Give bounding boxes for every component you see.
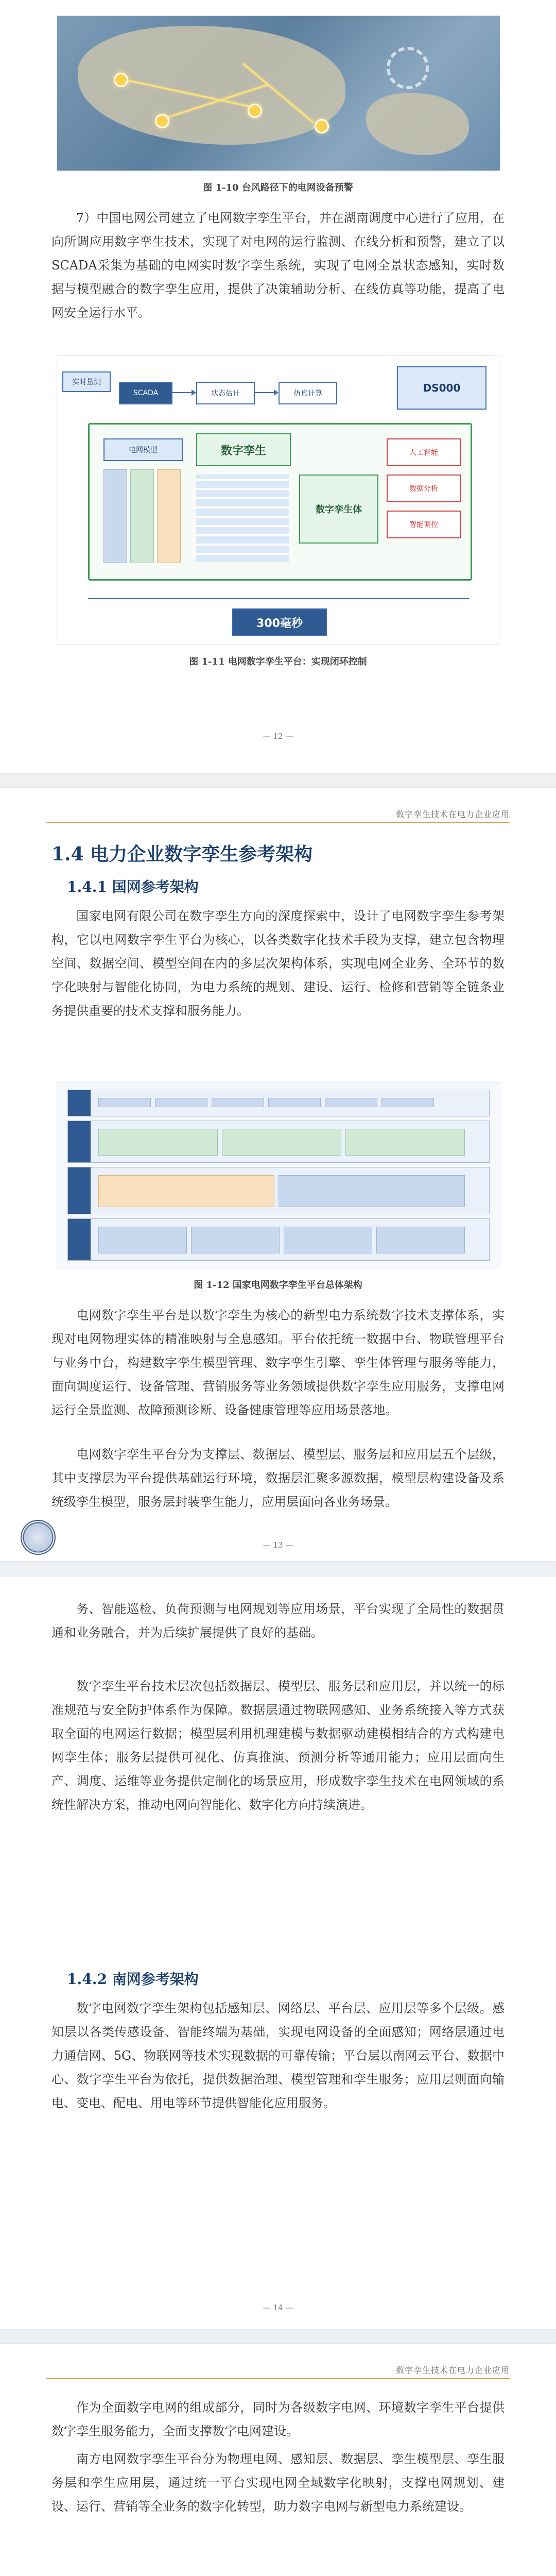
substation-node	[248, 104, 262, 118]
substation-node	[155, 114, 169, 128]
body-paragraph: 数字孪生平台技术层次包括数据层、模型层、服务层和应用层，并以统一的标准规范与安全防护体系作为保障。数据层通过物联网感知、业务系统接入等方式获取全面的电网运行数据；模型层利用机理建模与数据驱动建模相结合的方式构建电网孪生体；服务层提供可视化、仿真推演、预测分析等通用能力；应用层面向生产、调度、运维等业务提供定制化的场景应用，形成数字孪生技术在电网领域的系统性解决方案，推动电网向智能化、数字化方向持续演进。	[51, 1679, 505, 1812]
arch-cell	[98, 1175, 274, 1207]
header-rule	[46, 822, 510, 823]
architecture-diagram	[57, 1082, 500, 1268]
page-number: — 13 —	[263, 1540, 293, 1550]
body-paragraph: 数字电网数字孪生架构包括感知层、网络层、平台层、应用层等多个层级。感知层以各类传感设备、智能终端为基础，实现电网设备的全面感知；网络层通过电力通信网、5G、物联网等技术实现数据的可靠传输；平台层以南网云平台、数据中心、数字孪生平台为依托，提供数据治理、模型管理和孪生服务；应用层则面向输电、变电、配电、用电等环节提供智能化应用服务。	[51, 2001, 505, 2110]
header-rule	[46, 2378, 510, 2379]
section-heading: 1.4 电力企业数字孪生参考架构	[51, 843, 313, 865]
page-number: — 12 —	[263, 732, 293, 741]
substation-node	[315, 119, 329, 133]
arch-cell	[222, 1129, 341, 1156]
arch-cell	[212, 1098, 264, 1107]
document-page-4	[0, 2344, 556, 2576]
smart-control-box: 智能调控	[387, 511, 461, 538]
arch-cell	[325, 1098, 377, 1107]
arch-cell	[98, 1227, 187, 1253]
body-paragraph: 电网数字孪生平台分为支撑层、数据层、模型层、服务层和应用层五个层级，其中支撑层为平台提供基础运行环境，数据层汇聚多源数据，模型层构建设备及系统级孪生模型，服务层封装孪生能力，应用层面向各业务场景。	[51, 1447, 505, 1509]
body-paragraph: 南方电网数字孪生平台分为物理电网、感知层、数据层、孪生模型层、孪生服务层和孪生应用层，通过统一平台实现电网全域数字化映射，支撑电网规划、建设、运行、营销等全业务的数字化转型，助力数字电网与新型电力系统建设。	[51, 2452, 505, 2514]
dt-platform-diagram	[57, 355, 500, 645]
body-paragraph: 作为全面数字电网的组成部分，同时为各级数字电网、环境数字孪生平台提供数字孪生服务能力，全面支撑数字电网建设。	[51, 2400, 505, 2438]
model-bars	[103, 469, 181, 562]
model-block	[130, 469, 154, 563]
layer-label	[68, 1219, 91, 1260]
subsection-heading: 1.4.2 南网参考架构	[67, 1971, 199, 1988]
typhoon-map-figure	[57, 15, 500, 171]
layer-label	[68, 1167, 91, 1214]
digital-twin-body-box: 数字孪生体	[299, 474, 378, 544]
ai-box: 人工智能	[387, 438, 461, 466]
simulation-box: 仿真计算	[279, 382, 337, 404]
flow-arrow	[254, 392, 274, 393]
running-head: 数字孪生技术在电力企业应用	[395, 809, 510, 819]
document-page-3	[0, 1577, 556, 2329]
body-paragraph: 国家电网有限公司在数字孪生方向的深度探索中，设计了电网数字孪生参考架构，它以电网数字孪生平台为核心，以各类数字化技术手段为支撑，建立包含物理空间、数据空间、模型空间在内的多层次架构体系，实现电网全业务、全环节的数字化映射与智能化协同，为电力系统的规划、建设、运行、检修和营销等全链条业务提供重要的技术支撑和服务能力。	[51, 909, 505, 1018]
land-area	[366, 93, 469, 155]
grid-model-box: 电网模型	[103, 438, 183, 461]
arch-cell	[376, 1227, 465, 1253]
arch-cells	[98, 1095, 479, 1260]
document-page-2	[0, 788, 556, 1561]
flow-arrow	[171, 392, 192, 393]
layer-label	[68, 1090, 91, 1116]
figure-caption: 图 1-10 台风路径下的电网设备预警	[203, 182, 353, 193]
ds-system-box: DS000	[397, 366, 486, 410]
state-estimation-box: 状态估计	[196, 382, 255, 404]
arch-cell	[155, 1098, 207, 1107]
arch-cell	[191, 1227, 280, 1253]
body-paragraph: 电网数字孪生平台是以数字孪生为核心的新型电力系统数字技术支撑体系，实现对电网物理实体的精准映射与全息感知。平台依托统一数据中台、物联管理平台与业务中台，构建数字孪生模型管理、数字孪生引擎、孪生体管理与服务等能力，面向调度运行、设备管理、营销服务等业务领域提供数字孪生应用服务，支撑电网运行全景监测、故障预测诊断、设备健康管理等应用场景落地。	[51, 1308, 505, 1417]
arch-cell	[381, 1098, 434, 1107]
typhoon-icon	[387, 47, 429, 89]
twin-grid	[196, 474, 289, 562]
company-seal	[21, 1520, 56, 1555]
substation-node	[114, 73, 128, 87]
running-head: 数字孪生技术在电力企业应用	[395, 2365, 510, 2375]
figure-caption: 图 1-12 国家电网数字孪生平台总体架构	[194, 1280, 362, 1291]
body-paragraph: 7）中国电网公司建立了电网数字孪生平台，并在湖南调度中心进行了应用，在向所调应用数字孪生技术，实现了对电网的运行监测、在线分析和预警，建立了以SCADA采集为基础的电网实时数字孪生系统，实现了电网全景状态感知，实时数据与模型融合的数字孪生应用，提供了决策辅助分析、在线仿真等功能，提高了电网安全运行水平。	[51, 211, 505, 320]
data-analysis-box: 数据分析	[387, 474, 461, 502]
arch-cell	[345, 1129, 465, 1156]
arch-cell	[98, 1098, 151, 1107]
digital-twin-box: 数字孪生	[196, 433, 291, 466]
page-number: — 14 —	[263, 2303, 293, 2312]
model-block	[157, 469, 181, 563]
dimension-line	[88, 598, 469, 599]
model-block	[103, 469, 127, 563]
figure-caption: 图 1-11 电网数字孪生平台：实现闭环控制	[189, 656, 367, 667]
scada-box: SCADA	[119, 382, 172, 404]
layer-label	[68, 1121, 91, 1162]
document-page-1	[0, 0, 556, 773]
arch-cell	[284, 1227, 372, 1253]
subsection-heading: 1.4.1 国网参考架构	[67, 878, 199, 895]
body-paragraph: 务、智能巡检、负荷预测与电网规划等应用场景，平台实现了全局性的数据贯通和业务融合，并为后续扩展提供了良好的基础。	[51, 1602, 505, 1640]
arch-cell	[98, 1129, 218, 1156]
arch-cell	[279, 1175, 465, 1207]
realtime-measure-box: 实时量测	[62, 371, 111, 392]
arch-cell	[268, 1098, 321, 1107]
latency-label: 300毫秒	[232, 608, 327, 636]
